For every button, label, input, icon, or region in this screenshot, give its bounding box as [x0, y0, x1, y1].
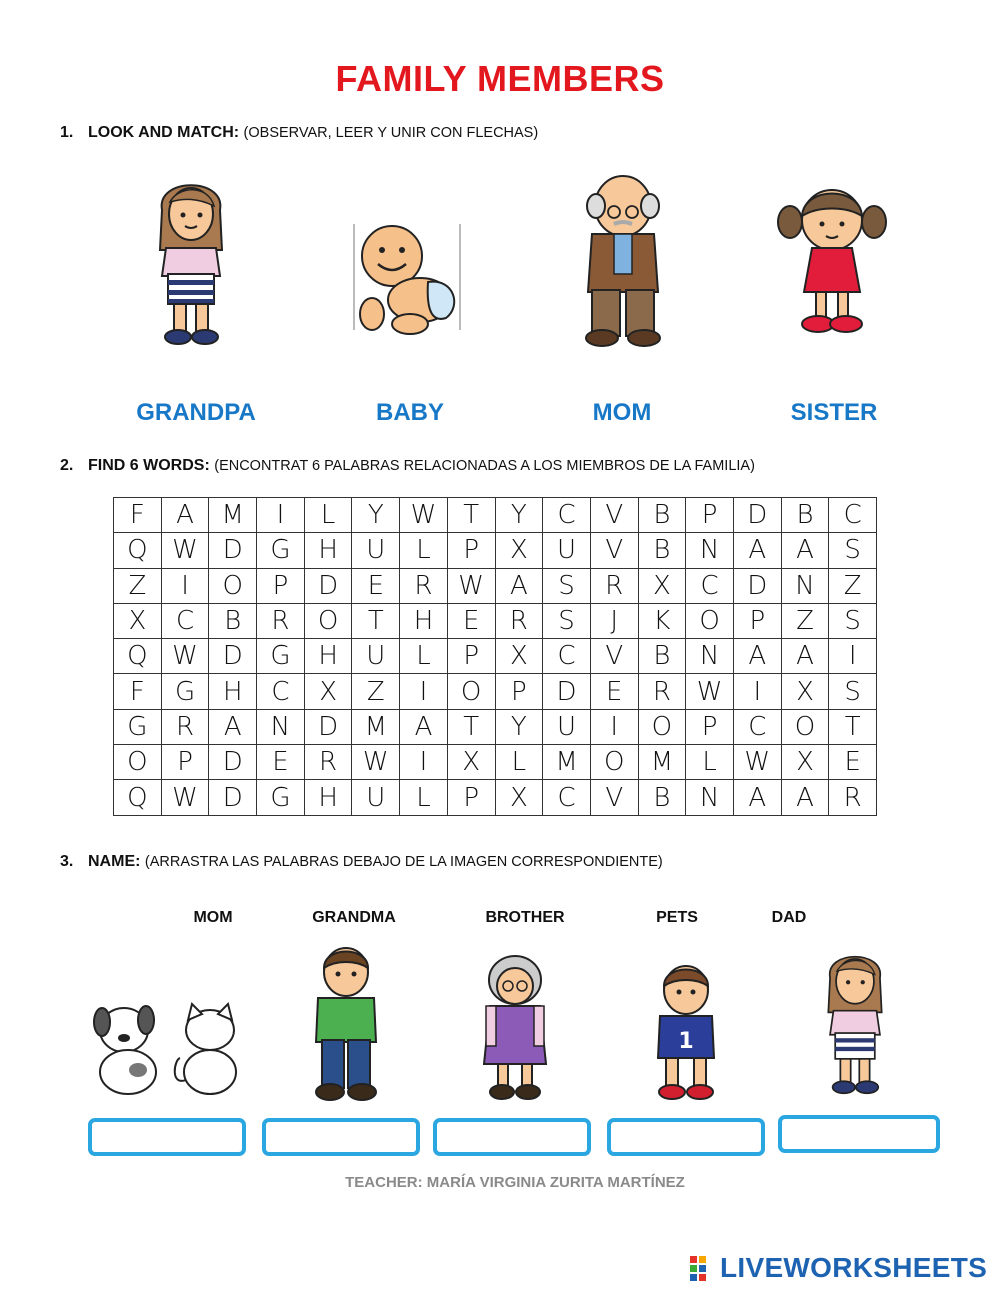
grid-cell[interactable]: W — [161, 639, 209, 674]
grid-cell[interactable]: Z — [352, 674, 400, 709]
match-word-grandpa[interactable]: GRANDPA — [136, 399, 256, 426]
grid-cell[interactable]: O — [209, 568, 257, 603]
grid-cell[interactable]: O — [447, 674, 495, 709]
grid-cell[interactable]: I — [400, 745, 448, 780]
grid-cell[interactable]: A — [400, 709, 448, 744]
grid-cell[interactable]: R — [590, 568, 638, 603]
section-instruction: (ENCONTRAT 6 PALABRAS RELACIONADAS A LOS MIEMBROS DE LA FAMILIA) — [214, 458, 755, 474]
grid-cell[interactable]: X — [781, 674, 829, 709]
grid-cell[interactable]: G — [114, 709, 162, 744]
grid-cell[interactable]: L — [686, 745, 734, 780]
grid-cell[interactable]: A — [733, 780, 781, 815]
pets-figure — [90, 1000, 255, 1100]
grid-cell[interactable]: V — [590, 639, 638, 674]
grid-cell[interactable]: Y — [352, 498, 400, 533]
grid-cell[interactable]: T — [447, 709, 495, 744]
grid-cell[interactable]: M — [209, 498, 257, 533]
grid-cell[interactable]: W — [686, 674, 734, 709]
grid-cell[interactable]: H — [400, 603, 448, 638]
grid-cell[interactable]: D — [304, 709, 352, 744]
grid-cell[interactable]: T — [352, 603, 400, 638]
grid-row — [114, 780, 877, 815]
grid-cell[interactable]: X — [304, 674, 352, 709]
section-number: 1. — [60, 124, 74, 141]
grid-cell[interactable]: H — [209, 674, 257, 709]
grid-cell[interactable]: Z — [114, 568, 162, 603]
grid-cell[interactable]: P — [686, 709, 734, 744]
grid-cell[interactable]: O — [686, 603, 734, 638]
section-2-heading — [60, 457, 755, 475]
grid-row — [114, 674, 877, 709]
liveworksheets-logo-icon — [690, 1256, 716, 1282]
grid-cell[interactable]: G — [161, 674, 209, 709]
grid-cell[interactable]: N — [686, 533, 734, 568]
grid-row — [114, 709, 877, 744]
grid-cell[interactable]: G — [257, 780, 305, 815]
grid-cell[interactable]: F — [114, 498, 162, 533]
grid-cell[interactable]: M — [352, 709, 400, 744]
drag-word-brother[interactable]: BROTHER — [485, 909, 565, 926]
drag-word-grandma[interactable]: GRANDMA — [312, 909, 396, 926]
grid-cell[interactable]: C — [257, 674, 305, 709]
grid-cell[interactable]: W — [161, 533, 209, 568]
grid-cell[interactable]: H — [304, 780, 352, 815]
grid-cell[interactable]: C — [686, 568, 734, 603]
grid-cell[interactable]: B — [638, 639, 686, 674]
grid-cell[interactable]: U — [352, 639, 400, 674]
grid-cell[interactable]: X — [495, 533, 543, 568]
grid-cell[interactable]: J — [590, 603, 638, 638]
grid-cell[interactable]: W — [400, 498, 448, 533]
grid-cell[interactable]: D — [543, 674, 591, 709]
grid-cell[interactable]: I — [257, 498, 305, 533]
grid-cell[interactable]: M — [543, 745, 591, 780]
drop-box-2[interactable] — [262, 1118, 420, 1156]
grid-cell[interactable]: R — [257, 603, 305, 638]
grid-cell[interactable]: B — [638, 533, 686, 568]
section-title: LOOK AND MATCH: — [88, 124, 240, 141]
grid-row — [114, 603, 877, 638]
drag-word-dad[interactable]: DAD — [771, 909, 807, 926]
grid-row — [114, 639, 877, 674]
grid-cell[interactable]: L — [400, 639, 448, 674]
grid-cell[interactable]: X — [781, 745, 829, 780]
match-word-baby[interactable]: BABY — [375, 399, 444, 426]
drop-box-3[interactable] — [433, 1118, 591, 1156]
grid-cell[interactable]: T — [447, 498, 495, 533]
grid-cell[interactable]: I — [400, 674, 448, 709]
grid-cell[interactable]: U — [352, 533, 400, 568]
grid-cell[interactable]: B — [781, 498, 829, 533]
grid-cell[interactable]: U — [352, 780, 400, 815]
grid-cell[interactable]: X — [114, 603, 162, 638]
drag-word-mom[interactable]: MOM — [193, 909, 233, 926]
grid-cell[interactable]: C — [543, 780, 591, 815]
section-instruction: (OBSERVAR, LEER Y UNIR CON FLECHAS) — [243, 125, 539, 141]
match-word-sister[interactable]: SISTER — [790, 399, 878, 426]
grid-cell[interactable]: I — [733, 674, 781, 709]
brother-figure — [650, 962, 722, 1104]
grid-cell[interactable]: C — [161, 603, 209, 638]
grid-cell[interactable]: C — [543, 498, 591, 533]
drop-box-5[interactable] — [778, 1115, 940, 1153]
grid-cell[interactable]: P — [161, 745, 209, 780]
mom-figure — [148, 172, 234, 348]
grid-cell[interactable]: K — [638, 603, 686, 638]
grid-cell[interactable]: I — [829, 639, 877, 674]
grid-cell[interactable]: A — [781, 780, 829, 815]
grid-cell[interactable]: R — [638, 674, 686, 709]
grid-cell[interactable]: R — [829, 780, 877, 815]
grid-cell[interactable]: E — [257, 745, 305, 780]
grid-cell[interactable]: W — [352, 745, 400, 780]
grid-cell[interactable]: A — [733, 639, 781, 674]
grid-cell[interactable]: S — [543, 568, 591, 603]
grid-cell[interactable]: P — [447, 533, 495, 568]
grid-cell[interactable]: G — [257, 639, 305, 674]
grid-cell[interactable]: U — [543, 709, 591, 744]
grid-cell[interactable]: O — [781, 709, 829, 744]
grid-cell[interactable]: E — [352, 568, 400, 603]
grid-cell[interactable]: C — [829, 498, 877, 533]
section-1-heading — [60, 124, 538, 142]
grid-cell[interactable]: D — [304, 568, 352, 603]
section-title: NAME: — [88, 853, 141, 870]
grid-cell[interactable]: R — [400, 568, 448, 603]
grid-cell[interactable]: L — [400, 533, 448, 568]
grid-cell[interactable]: R — [495, 603, 543, 638]
match-word-mom[interactable]: MOM — [592, 399, 652, 426]
grid-cell[interactable]: R — [304, 745, 352, 780]
grid-cell[interactable]: D — [209, 745, 257, 780]
grid-cell[interactable]: P — [447, 780, 495, 815]
grid-cell[interactable]: Q — [114, 533, 162, 568]
grid-cell[interactable]: N — [257, 709, 305, 744]
grid-cell[interactable]: Z — [781, 603, 829, 638]
grid-cell[interactable]: V — [590, 498, 638, 533]
grid-cell[interactable]: W — [447, 568, 495, 603]
grid-cell[interactable]: U — [543, 533, 591, 568]
grid-cell[interactable]: M — [638, 745, 686, 780]
grid-cell[interactable]: I — [161, 568, 209, 603]
grid-cell[interactable]: L — [495, 745, 543, 780]
grandpa-figure — [578, 172, 668, 348]
grid-cell[interactable]: V — [590, 533, 638, 568]
sister-figure — [776, 182, 888, 338]
teacher-credit: TEACHER: MARÍA VIRGINIA ZURITA MARTÍNEZ — [345, 1174, 685, 1191]
grid-cell[interactable]: S — [829, 603, 877, 638]
grid-cell[interactable]: N — [781, 568, 829, 603]
grid-cell[interactable]: A — [781, 639, 829, 674]
grid-cell[interactable]: E — [829, 745, 877, 780]
grid-cell[interactable]: O — [590, 745, 638, 780]
grid-cell[interactable]: S — [829, 674, 877, 709]
drop-box-1[interactable] — [88, 1118, 246, 1156]
grid-cell[interactable]: T — [829, 709, 877, 744]
grid-cell[interactable]: C — [543, 639, 591, 674]
grid-cell[interactable]: R — [161, 709, 209, 744]
drop-box-4[interactable] — [607, 1118, 765, 1156]
grid-cell[interactable]: D — [733, 568, 781, 603]
page-title: FAMILY MEMBERS — [335, 58, 665, 99]
drag-word-pets[interactable]: PETS — [656, 909, 698, 926]
grid-cell[interactable]: B — [638, 780, 686, 815]
section-3-heading — [60, 853, 663, 871]
grid-row — [114, 533, 877, 568]
dad-figure — [306, 946, 386, 1106]
section-title: FIND 6 WORDS: — [88, 457, 210, 474]
grid-cell[interactable]: O — [638, 709, 686, 744]
grid-cell[interactable]: G — [257, 533, 305, 568]
grid-cell[interactable]: X — [495, 780, 543, 815]
grid-row — [114, 745, 877, 780]
grid-cell[interactable]: D — [209, 639, 257, 674]
grid-cell[interactable]: D — [733, 498, 781, 533]
grid-cell[interactable]: F — [114, 674, 162, 709]
grid-cell[interactable]: H — [304, 533, 352, 568]
word-search-grid[interactable] — [113, 497, 877, 816]
grid-cell[interactable]: P — [733, 603, 781, 638]
grid-cell[interactable]: X — [495, 639, 543, 674]
grandma-figure — [478, 952, 552, 1104]
grid-cell[interactable]: L — [400, 780, 448, 815]
grid-cell[interactable]: Y — [495, 709, 543, 744]
grid-cell[interactable]: A — [209, 709, 257, 744]
grid-cell[interactable]: A — [495, 568, 543, 603]
grid-cell[interactable]: V — [590, 780, 638, 815]
grid-cell[interactable]: D — [209, 533, 257, 568]
grid-cell[interactable]: D — [209, 780, 257, 815]
grid-cell[interactable]: X — [447, 745, 495, 780]
grid-cell[interactable]: Y — [495, 498, 543, 533]
grid-cell[interactable]: A — [733, 533, 781, 568]
baby-figure — [350, 218, 466, 340]
grid-cell[interactable]: E — [590, 674, 638, 709]
grid-cell[interactable]: S — [543, 603, 591, 638]
grid-cell[interactable]: N — [686, 780, 734, 815]
grid-cell[interactable]: H — [304, 639, 352, 674]
grid-cell[interactable]: A — [781, 533, 829, 568]
grid-cell[interactable]: P — [447, 639, 495, 674]
grid-cell[interactable]: O — [304, 603, 352, 638]
grid-cell[interactable]: E — [447, 603, 495, 638]
grid-cell[interactable]: S — [829, 533, 877, 568]
grid-row — [114, 498, 877, 533]
svg-text:1: 1 — [678, 1029, 694, 1054]
grid-cell[interactable]: I — [590, 709, 638, 744]
grid-cell[interactable]: L — [304, 498, 352, 533]
grid-cell[interactable]: Q — [114, 639, 162, 674]
section-number: 3. — [60, 853, 74, 870]
grid-cell[interactable]: Z — [829, 568, 877, 603]
mom-figure-2 — [818, 936, 892, 1106]
grid-cell[interactable]: P — [495, 674, 543, 709]
grid-cell[interactable]: W — [161, 780, 209, 815]
grid-row — [114, 568, 877, 603]
grid-cell[interactable]: W — [733, 745, 781, 780]
grid-cell[interactable]: P — [257, 568, 305, 603]
grid-cell[interactable]: B — [638, 498, 686, 533]
grid-cell[interactable]: O — [114, 745, 162, 780]
section-instruction: (ARRASTRA LAS PALABRAS DEBAJO DE LA IMAGEN CORRESPONDIENTE) — [144, 854, 663, 870]
grid-cell[interactable]: N — [686, 639, 734, 674]
grid-cell[interactable]: A — [161, 498, 209, 533]
section-number: 2. — [60, 457, 74, 474]
grid-cell[interactable]: B — [209, 603, 257, 638]
grid-cell[interactable]: C — [733, 709, 781, 744]
grid-cell[interactable]: Q — [114, 780, 162, 815]
logo-text: LIVEWORKSHEETS — [720, 1252, 988, 1283]
grid-cell[interactable]: X — [638, 568, 686, 603]
grid-cell[interactable]: P — [686, 498, 734, 533]
